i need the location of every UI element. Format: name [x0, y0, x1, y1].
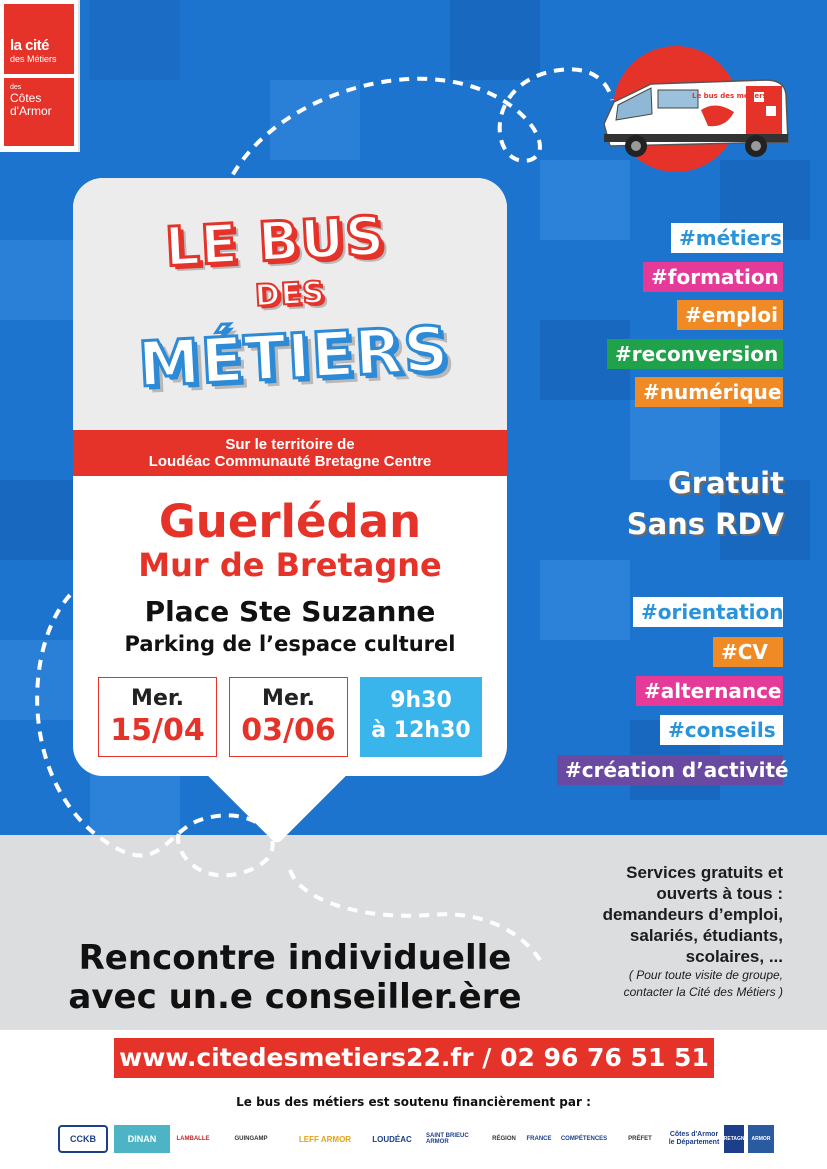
- title-line-1: LE BUS: [163, 204, 387, 279]
- sponsor-logo: LAMBALLE: [176, 1136, 210, 1142]
- sponsor-logo: FRANCE: [526, 1136, 552, 1142]
- no-appointment-label: Sans RDV: [626, 507, 784, 541]
- hashtag-reconversion: #reconversion: [607, 339, 783, 369]
- sponsor-logo: DINAN: [114, 1125, 170, 1153]
- place-name: Place Ste Suzanne: [144, 595, 436, 628]
- meeting-line: Rencontre individuelle: [78, 938, 512, 978]
- city-name: Guerlédan: [158, 495, 422, 548]
- logo-text-line: Côtes: [10, 91, 42, 105]
- date-box: [229, 677, 348, 757]
- sponsor-logo: Côtes d'Armor le Département: [668, 1131, 720, 1146]
- hashtag-metiers: #métiers: [671, 223, 783, 253]
- sponsor-logo: BRETAGNE: [724, 1125, 744, 1153]
- date-day: Mer.: [131, 686, 184, 711]
- title-line-2: DES: [254, 275, 326, 314]
- place-detail: Parking de l’espace culturel: [124, 632, 456, 656]
- logo-text-line: des: [10, 84, 22, 91]
- hashtag-cv: #CV: [713, 637, 783, 667]
- logo-text-line: la cité: [10, 37, 50, 54]
- hashtag-alternance: #alternance: [636, 676, 783, 706]
- hashtag-emploi: #emploi: [677, 300, 783, 330]
- services-line: ouverts à tous :: [656, 884, 783, 903]
- logo-text-line: d'Armor: [10, 104, 52, 118]
- sponsor-logo: ARMOR: [748, 1125, 774, 1153]
- title-line-3: MÉTIERS: [136, 311, 451, 402]
- territory-banner: [73, 430, 507, 476]
- date-day: Mer.: [262, 686, 315, 711]
- sponsor-logo: CCKB: [58, 1125, 108, 1153]
- banner-line: Sur le territoire de: [225, 436, 355, 453]
- hashtag-numerique: #numérique: [635, 377, 783, 407]
- hashtag-creation-activite: #création d’activité: [557, 755, 783, 785]
- logo-bottom-block: [4, 78, 74, 146]
- bus-label: Le bus des métiers: [692, 92, 767, 100]
- time-end: à 12h30: [371, 718, 471, 743]
- date-value: 15/04: [110, 713, 205, 748]
- services-line: Services gratuits et: [626, 863, 783, 882]
- services-line: scolaires, ...: [685, 947, 783, 966]
- sponsor-logo: RÉGION: [492, 1136, 516, 1142]
- services-note: ( Pour toute visite de groupe,: [628, 968, 783, 982]
- hashtag-conseils: #conseils: [660, 715, 783, 745]
- sponsor-logo: SAINT BRIEUC ARMOR: [426, 1133, 469, 1145]
- bus-icon: [596, 72, 796, 164]
- hashtag-formation: #formation: [643, 262, 783, 292]
- meeting-line: avec un.e conseiller.ère: [68, 977, 522, 1017]
- logo-text-line: des Métiers: [10, 54, 57, 64]
- services-line: demandeurs d’emploi,: [602, 905, 783, 924]
- sponsor-logo: COMPÉTENCES: [560, 1136, 608, 1142]
- services-note: contacter la Cité des Métiers ): [623, 985, 783, 999]
- time-box: [360, 677, 482, 757]
- services-line: salariés, étudiants,: [629, 926, 783, 945]
- sponsor-logo: LEFF ARMOR: [298, 1134, 352, 1144]
- cite-des-metiers-logo: [0, 0, 80, 152]
- logo-top-block: [4, 4, 74, 74]
- hashtag-orientation: #orientation: [633, 597, 783, 627]
- city-subname: Mur de Bretagne: [138, 546, 442, 584]
- date-box: [98, 677, 217, 757]
- sponsor-logo: GUINGAMP: [234, 1136, 268, 1142]
- sponsors-title: Le bus des métiers est soutenu financièrement par :: [236, 1095, 591, 1109]
- sponsor-logo: LOUDÉAC: [372, 1134, 412, 1144]
- banner-line: Loudéac Communauté Bretagne Centre: [148, 453, 432, 470]
- sponsor-logo: PRÉFET: [628, 1136, 652, 1142]
- contact-link[interactable]: www.citedesmetiers22.fr / 02 96 76 51 51: [114, 1038, 714, 1078]
- services-block: [555, 862, 783, 1001]
- free-label: Gratuit: [668, 466, 784, 500]
- time-start: 9h30: [390, 688, 452, 713]
- date-value: 03/06: [241, 713, 336, 748]
